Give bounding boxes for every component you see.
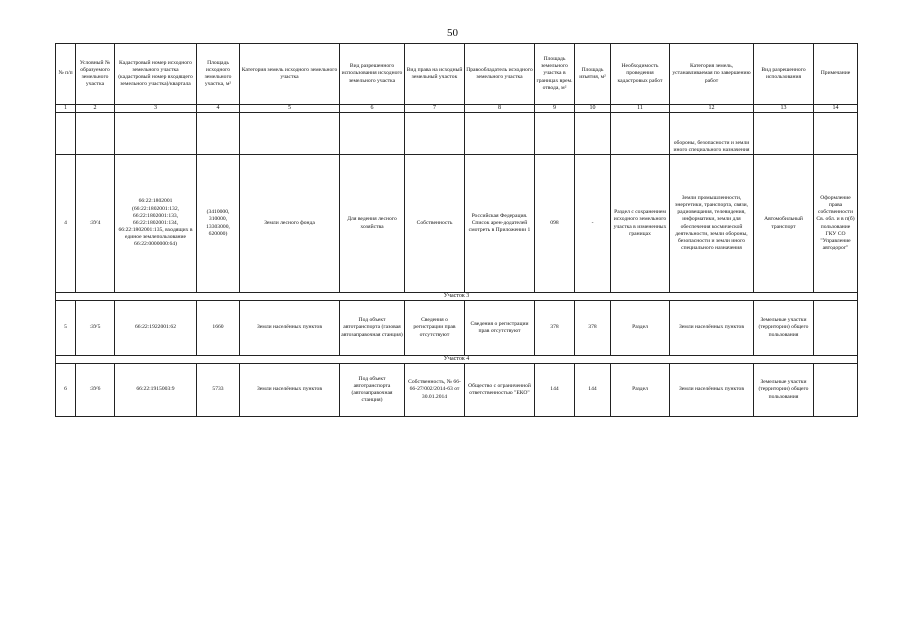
header-cell-note: Примечание xyxy=(814,44,858,105)
table-cell xyxy=(814,113,858,155)
row-zu: :ЗУ4 xyxy=(76,155,115,293)
column-number: 12 xyxy=(670,105,754,113)
row-cadastral: 66:22:1915003:9 xyxy=(115,364,197,417)
row-new-category: Земли населённых пунктов xyxy=(670,364,754,417)
header-cell-owner: Правообладатель исходного земельного участка xyxy=(465,44,535,105)
row-owner: Российская Федерация. Список арен-додателей смотреть в Приложении 1 xyxy=(465,155,535,293)
section-row xyxy=(56,356,858,364)
row-note: Оформление права собственности Св. обл. и в п(б) пользование ГКУ СО "Управление автодорог" xyxy=(814,155,858,293)
row-num: 6 xyxy=(56,364,76,417)
row-withdrawal-area: 378 xyxy=(575,301,611,356)
row-new-category: Земли промышленности, энергетики, транспорта, связи, радиовещания, телевидения, информатики, земли для обеспечения космической деятельности, земли обороны, безопасности и земли иного специального назначения xyxy=(670,155,754,293)
table-cell xyxy=(575,113,611,155)
column-number-row xyxy=(56,105,858,113)
row-permitted-use: Под объект автотранспорта (автозаправочная станция) xyxy=(340,364,405,417)
column-number: 11 xyxy=(611,105,670,113)
table-cell xyxy=(197,113,240,155)
row-note xyxy=(814,364,858,417)
header-cell-right-type: Вид права на исходный земельный участок xyxy=(405,44,465,105)
header-row xyxy=(56,44,858,105)
row-zu: :ЗУ6 xyxy=(76,364,115,417)
row-owner: Сведения о регистрации прав отсутствуют xyxy=(465,301,535,356)
row-permitted-use: Под объект автотранспорта (газовая автозаправочная станция) xyxy=(340,301,405,356)
row-right-type: Собственность xyxy=(405,155,465,293)
column-number: 2 xyxy=(76,105,115,113)
column-number: 3 xyxy=(115,105,197,113)
table-cell xyxy=(76,113,115,155)
column-number: 4 xyxy=(197,105,240,113)
row-category: Земли населённых пунктов xyxy=(240,301,340,356)
row-category: Земли населённых пунктов xyxy=(240,364,340,417)
continuation-cell: обороны, безопасности и земли иного специального назначения xyxy=(670,113,754,155)
header-cell-category: Категория земель исходного земельного участка xyxy=(240,44,340,105)
table-cell xyxy=(56,113,76,155)
row-withdrawal-area: 144 xyxy=(575,364,611,417)
column-number: 1 xyxy=(56,105,76,113)
column-number: 14 xyxy=(814,105,858,113)
header-cell-withdrawal-area: Площадь изъятия, м² xyxy=(575,44,611,105)
row-cadastral-works: Раздел с сохранением исходного земельного участка в измененных границах xyxy=(611,155,670,293)
header-cell-cadastral: Кадастровый номер исходного земельного участка (кадастровый номер входящего земельного участка)/квартала xyxy=(115,44,197,105)
header-cell-new-category: Категория земель, устанавливаемая по завершению работ xyxy=(670,44,754,105)
row-cadastral-works: Раздел xyxy=(611,364,670,417)
header-cell-area: Площадь исходного земельного участка, м² xyxy=(197,44,240,105)
row-area: 1660 xyxy=(197,301,240,356)
column-number: 6 xyxy=(340,105,405,113)
page-number: 50 xyxy=(447,27,458,39)
table-row xyxy=(56,155,858,293)
header-cell-cadastral-works: Необходимость проведения кадастровых работ xyxy=(611,44,670,105)
section-label: Участок 3 xyxy=(56,293,858,301)
row-cadastral: 66:22:1922001:62 xyxy=(115,301,197,356)
row-cadastral-works: Раздел xyxy=(611,301,670,356)
row-permitted-use: Для ведения лесного хозяйства xyxy=(340,155,405,293)
table-cell xyxy=(240,113,340,155)
header-cell-temp-area: Площадь земельного участка в границах врем. отвода, м² xyxy=(535,44,575,105)
table-cell xyxy=(535,113,575,155)
row-temp-area: 098 xyxy=(535,155,575,293)
table-cell xyxy=(115,113,197,155)
header-cell-permitted-use: Вид разрешенного использования исходного земельного участка xyxy=(340,44,405,105)
column-number: 9 xyxy=(535,105,575,113)
row-right-type: Сведения о регистрации прав отсутствуют xyxy=(405,301,465,356)
column-number: 8 xyxy=(465,105,535,113)
column-number: 13 xyxy=(754,105,814,113)
row-area: (3410000, 310000, 13303000, 620000) xyxy=(197,155,240,293)
row-owner: Общество с ограниченной ответственностью "ЕКО" xyxy=(465,364,535,417)
row-zu: :ЗУ5 xyxy=(76,301,115,356)
header-cell-zu: Условный № образуемого земельного участка xyxy=(76,44,115,105)
column-number: 10 xyxy=(575,105,611,113)
column-number: 5 xyxy=(240,105,340,113)
row-category: Земли лесного фонда xyxy=(240,155,340,293)
row-withdrawal-area: - xyxy=(575,155,611,293)
table-row xyxy=(56,301,858,356)
table-row xyxy=(56,364,858,417)
row-new-use: Земельные участки (территории) общего пользования xyxy=(754,364,814,417)
column-number: 7 xyxy=(405,105,465,113)
table-cell xyxy=(754,113,814,155)
row-new-category: Земли населённых пунктов xyxy=(670,301,754,356)
row-temp-area: 144 xyxy=(535,364,575,417)
table-cell xyxy=(340,113,405,155)
header-cell-num: № п/п xyxy=(56,44,76,105)
land-plots-table xyxy=(55,43,858,417)
section-label: Участок 4 xyxy=(56,356,858,364)
table-cell xyxy=(611,113,670,155)
section-row xyxy=(56,293,858,301)
row-cadastral: 66:22:1802001 (66:22:1802001:132, 66:22:1802001:133, 66:22:1802001:134, 66:22:1802001:135, входящих в единое землепользование 66:22:0000000:64) xyxy=(115,155,197,293)
row-right-type: Собственность, № 66-66-27/002/2014-63 от 30.01.2014 xyxy=(405,364,465,417)
row-num: 5 xyxy=(56,301,76,356)
header-cell-new-use: Вид разрешенного использования xyxy=(754,44,814,105)
table-cell xyxy=(405,113,465,155)
row-area: 5733 xyxy=(197,364,240,417)
row-new-use: Автомобильный транспорт xyxy=(754,155,814,293)
row-num: 4 xyxy=(56,155,76,293)
table-cell xyxy=(465,113,535,155)
row-temp-area: 378 xyxy=(535,301,575,356)
row-new-use: Земельные участки (территории) общего пользования xyxy=(754,301,814,356)
row-note xyxy=(814,301,858,356)
continuation-row xyxy=(56,113,858,155)
